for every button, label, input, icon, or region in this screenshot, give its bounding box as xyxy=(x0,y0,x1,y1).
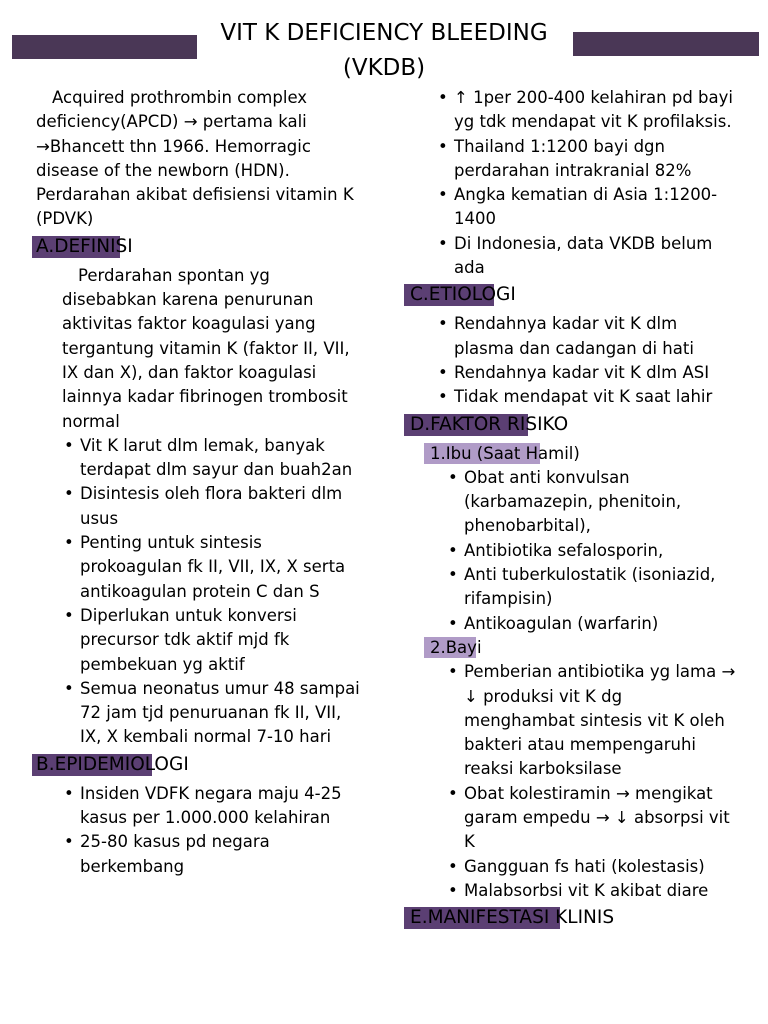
epidemiology-list xyxy=(62,782,366,879)
list-item: • Gangguan fs hati (kolestasis) xyxy=(446,855,738,879)
baby-risk-list xyxy=(446,660,738,903)
list-item: • Anti tuberkulostatik (isoniazid, rifampisin) xyxy=(446,563,738,612)
definition-list xyxy=(62,434,366,750)
subsection-baby xyxy=(430,636,738,660)
section-e-heading xyxy=(410,905,738,931)
list-item: • Rendahnya kadar vit K dlm plasma dan cadangan di hati xyxy=(436,312,738,361)
list-item: • Rendahnya kadar vit K dlm ASI xyxy=(436,361,738,385)
left-column xyxy=(36,86,366,879)
list-item: • Antikoagulan (warfarin) xyxy=(446,612,738,636)
list-item: • Diperlukan untuk konversi precursor tdk aktif mjd fk pembekuan yg aktif xyxy=(62,604,366,677)
etiology-list xyxy=(436,312,738,409)
list-item: • Semua neonatus umur 48 sampai 72 jam tjd penuruanan fk II, VII, IX, X kembali normal 7-10 hari xyxy=(62,677,366,750)
list-item: • Obat kolestiramin → mengikat garam empedu → ↓ absorpsi vit K xyxy=(446,782,738,855)
list-item: • Disintesis oleh flora bakteri dlm usus xyxy=(62,482,366,531)
list-item: • Malabsorbsi vit K akibat diare xyxy=(446,879,738,903)
intro-paragraph: Acquired prothrombin complex deficiency(APCD) → pertama kali →Bhancett thn 1966. Hemorragic disease of the newborn (HDN). Perdarahan akibat defisiensi vitamin K (PDVK) xyxy=(36,88,354,229)
mother-risk-list xyxy=(446,466,738,636)
list-item: • Penting untuk sintesis prokoagulan fk II, VII, IX, X serta antikoagulan protein C dan S xyxy=(62,531,366,604)
list-item: • 25-80 kasus pd negara berkembang xyxy=(62,830,366,879)
section-c-title: C.ETIOLOGI xyxy=(410,284,516,306)
list-item: • Insiden VDFK negara maju 4-25 kasus per 1.000.000 kelahiran xyxy=(62,782,366,831)
list-item: • Di Indonesia, data VKDB belum ada xyxy=(436,232,738,281)
page-title-line2: (VKDB) xyxy=(342,55,426,81)
subsection-mother xyxy=(430,442,738,466)
list-item: • Pemberian antibiotika yg lama → ↓ produksi vit K dg menghambat sintesis vit K oleh bakteri atau mempengaruhi reaksi karboksilase xyxy=(446,660,738,781)
list-item: • Angka kematian di Asia 1:1200-1400 xyxy=(436,183,738,232)
list-item: • Tidak mendapat vit K saat lahir xyxy=(436,385,738,409)
list-item: • Thailand 1:1200 bayi dgn perdarahan intrakranial 82% xyxy=(436,135,738,184)
list-item: • ↑ 1per 200-400 kelahiran pd bayi yg tdk mendapat vit K profilaksis. xyxy=(436,86,738,135)
epidemiology-continued-list xyxy=(436,86,738,280)
subsection-baby-label: 2.Bayi xyxy=(430,637,482,657)
page-title-line1: VIT K DEFICIENCY BLEEDING xyxy=(220,20,548,46)
list-item: • Obat anti konvulsan (karbamazepin, phenitoin, phenobarbital), xyxy=(446,466,738,539)
section-d-title: D.FAKTOR RISIKO xyxy=(410,413,569,435)
list-item: • Vit K larut dlm lemak, banyak terdapat dlm sayur dan buah2an xyxy=(62,434,366,483)
section-b-title: B.EPIDEMIOLOGI xyxy=(36,753,189,775)
subsection-mother-label: 1.Ibu (Saat Hamil) xyxy=(430,443,580,463)
definition-paragraph: Perdarahan spontan yg disebabkan karena penurunan aktivitas faktor koagulasi yang tergantung vitamin K (faktor II, VII, IX dan X), dan faktor koagulasi lainnya kadar fibrinogen trombosit normal xyxy=(62,265,350,431)
section-b-heading xyxy=(36,752,366,778)
section-c-heading xyxy=(410,282,738,308)
section-a-title: A.DEFINISI xyxy=(36,235,133,257)
right-column xyxy=(410,86,738,935)
list-item: • Antibiotika sefalosporin, xyxy=(446,539,738,563)
section-d-heading xyxy=(410,412,738,438)
section-e-title: E.MANIFESTASI KLINIS xyxy=(410,907,615,929)
section-a-heading xyxy=(36,234,366,260)
